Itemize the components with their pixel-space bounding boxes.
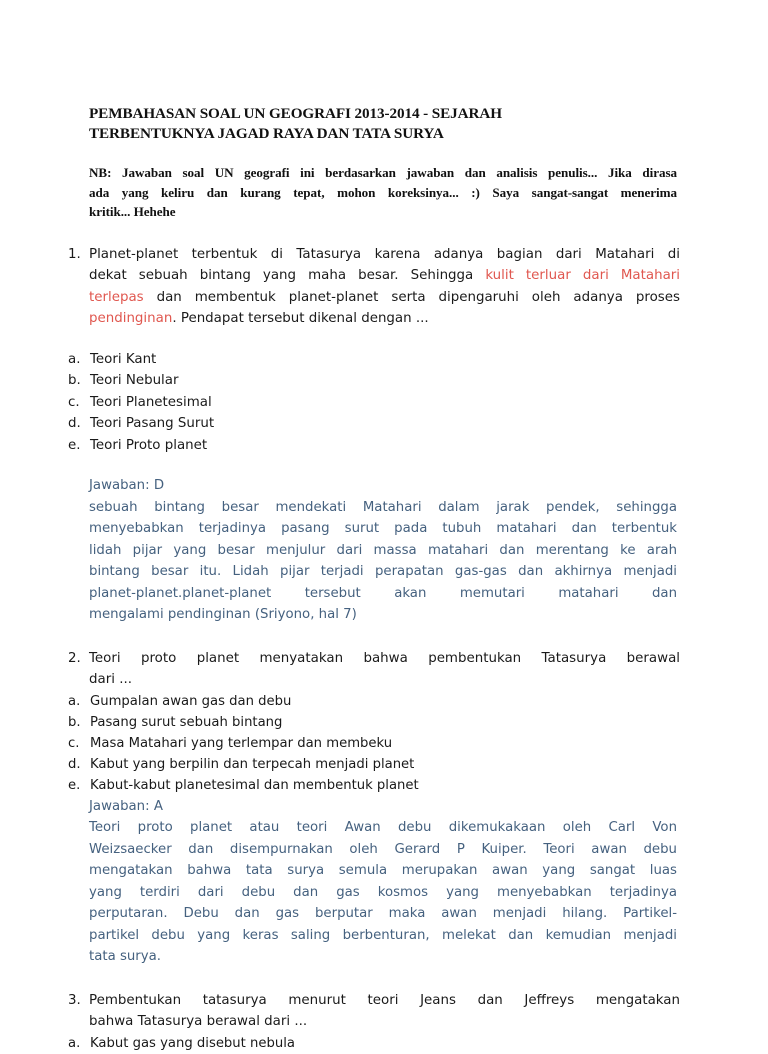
option-row[interactable] — [68, 370, 680, 392]
answer-line: partikel debu yang keras saling berbenturan, melekat dan kemudian menjadi — [89, 927, 677, 943]
page-title-line-2: TERBENTUKNYA JAGAD RAYA DAN TATA SURYA — [89, 125, 444, 142]
option-text: Gumpalan awan gas dan debu — [90, 693, 292, 709]
answer-line: yang terdiri dari debu dan gas kosmos yang menyebabkan terjadinya — [89, 884, 677, 900]
question-block — [68, 990, 680, 1054]
option-letter: b. — [68, 373, 81, 388]
question-text-line — [89, 1011, 680, 1033]
text-segment: bahwa Tatasurya berawal dari ... — [89, 1014, 308, 1029]
option-text: Kabut-kabut planetesimal dan membentuk planet — [90, 777, 419, 793]
question-text — [89, 990, 680, 1033]
spacer — [68, 222, 680, 244]
answer-line: lidah pijar yang besar menjulur dari massa matahari dan merentang ke arah — [89, 542, 677, 558]
answer-label: Jawaban: D — [89, 478, 165, 493]
answer-line: mengalami pendinginan (Sriyono, hal 7) — [89, 607, 357, 622]
option-list — [68, 349, 680, 457]
option-letter: c. — [68, 735, 80, 751]
option-text: Teori Proto planet — [90, 437, 208, 453]
answer-line: Teori proto planet atau teori Awan debu dikemukakaan oleh Carl Von — [89, 820, 677, 835]
question-block — [68, 244, 680, 626]
question-text-line — [89, 308, 680, 330]
option-list — [68, 691, 680, 796]
option-letter: b. — [68, 714, 81, 730]
answer-line: planet-planet.planet-planet tersebut akan memutari matahari dan — [89, 585, 677, 601]
option-text: Teori Nebular — [90, 373, 179, 388]
question-number: 2. — [68, 650, 81, 666]
option-row[interactable] — [68, 1033, 680, 1054]
option-letter: e. — [68, 777, 81, 793]
page-title-line-1: PEMBAHASAN SOAL UN GEOGRAFI 2013-2014 - SEJARAH — [89, 105, 502, 122]
question-text-line — [89, 669, 680, 691]
option-row[interactable] — [68, 754, 680, 775]
answer-line: sebuah bintang besar mendekati Matahari dalam jarak pendek, sehingga — [89, 499, 677, 515]
question-row — [68, 648, 680, 691]
question-text-line — [89, 287, 680, 309]
option-text: Teori Pasang Surut — [90, 416, 215, 431]
nb-note-line: NB: Jawaban soal UN geografi ini berdasarkan jawaban dan analisis penulis... Jika dirasa — [89, 165, 677, 180]
option-letter: c. — [68, 394, 80, 410]
text-segment: Teori proto planet menyatakan bahwa pembentukan Tatasurya berawal — [89, 650, 680, 666]
nb-note-line: kritik... Hehehe — [89, 204, 176, 219]
question-text-line — [89, 648, 680, 670]
answer-line: tata surya. — [89, 949, 162, 964]
text-segment: . Pendapat tersebut dikenal dengan ... — [172, 311, 429, 326]
text-segment: dari ... — [89, 672, 132, 687]
nb-note — [89, 163, 677, 222]
answer-line: bintang besar itu. Lidah pijar terjadi perapatan gas-gas dan akhirnya menjadi — [89, 564, 677, 579]
option-list — [68, 1033, 680, 1054]
spacer — [68, 968, 680, 990]
highlight-segment: terlepas — [89, 289, 144, 305]
answer-explanation — [89, 796, 677, 968]
question-text — [89, 244, 680, 330]
option-row[interactable] — [68, 413, 680, 435]
question-number: 1. — [68, 246, 81, 262]
spacer — [68, 330, 680, 349]
spacer — [68, 626, 680, 648]
option-letter: a. — [68, 1035, 81, 1051]
text-segment: Planet-planet terbentuk di Tatasurya karena adanya bagian dari Matahari di — [89, 246, 680, 262]
option-text: Kabut yang berpilin dan terpecah menjadi planet — [90, 756, 415, 772]
question-row — [68, 244, 680, 330]
option-row[interactable] — [68, 775, 680, 796]
page-title — [68, 104, 680, 144]
question-row — [68, 990, 680, 1033]
option-row[interactable] — [68, 392, 680, 414]
question-text-line — [89, 990, 680, 1012]
document-content — [68, 104, 680, 1054]
answer-label: Jawaban: A — [89, 798, 163, 814]
text-segment: dekat sebuah bintang yang maha besar. Sehingga — [89, 268, 486, 283]
option-letter: a. — [68, 693, 81, 709]
option-text: Teori Kant — [90, 351, 157, 367]
nb-note-line: ada yang keliru dan kurang tepat, mohon koreksinya... :) Saya sangat-sangat menerima — [89, 184, 677, 200]
question-text — [89, 648, 680, 691]
question-block — [68, 648, 680, 968]
option-text: Masa Matahari yang terlempar dan membeku — [90, 735, 393, 751]
option-letter: a. — [68, 351, 81, 367]
text-segment: dan membentuk planet-planet serta dipengaruhi oleh adanya proses — [143, 289, 680, 305]
answer-line: mengatakan bahwa tata surya semula merupakan awan yang sangat luas — [89, 863, 677, 878]
option-text: Kabut gas yang disebut nebula — [90, 1035, 295, 1051]
text-segment: Pembentukan tatasurya menurut teori Jeans dan Jeffreys mengatakan — [89, 992, 680, 1008]
question-text-line — [89, 244, 680, 266]
option-row[interactable] — [68, 349, 680, 371]
option-letter: d. — [68, 416, 81, 431]
option-row[interactable] — [68, 691, 680, 712]
option-letter: d. — [68, 756, 81, 772]
option-text: Pasang surut sebuah bintang — [90, 714, 283, 730]
answer-line: menyebabkan terjadinya pasang surut pada tubuh matahari dan terbentuk — [89, 521, 677, 536]
highlight-segment: kulit terluar dari Matahari — [485, 268, 680, 283]
option-letter: e. — [68, 437, 81, 453]
answer-explanation — [89, 475, 677, 626]
option-row[interactable] — [68, 733, 680, 754]
option-row[interactable] — [68, 435, 680, 457]
answer-line: perputaran. Debu dan gas berputar maka awan menjadi hilang. Partikel- — [89, 906, 677, 921]
option-text: Teori Planetesimal — [90, 394, 212, 410]
question-text-line — [89, 265, 680, 287]
spacer — [68, 456, 680, 475]
question-number: 3. — [68, 992, 81, 1008]
option-row[interactable] — [68, 712, 680, 733]
highlight-segment: pendinginan — [89, 311, 173, 326]
answer-line: Weizsaecker dan disempurnakan oleh Gerard P Kuiper. Teori awan debu — [89, 841, 677, 857]
